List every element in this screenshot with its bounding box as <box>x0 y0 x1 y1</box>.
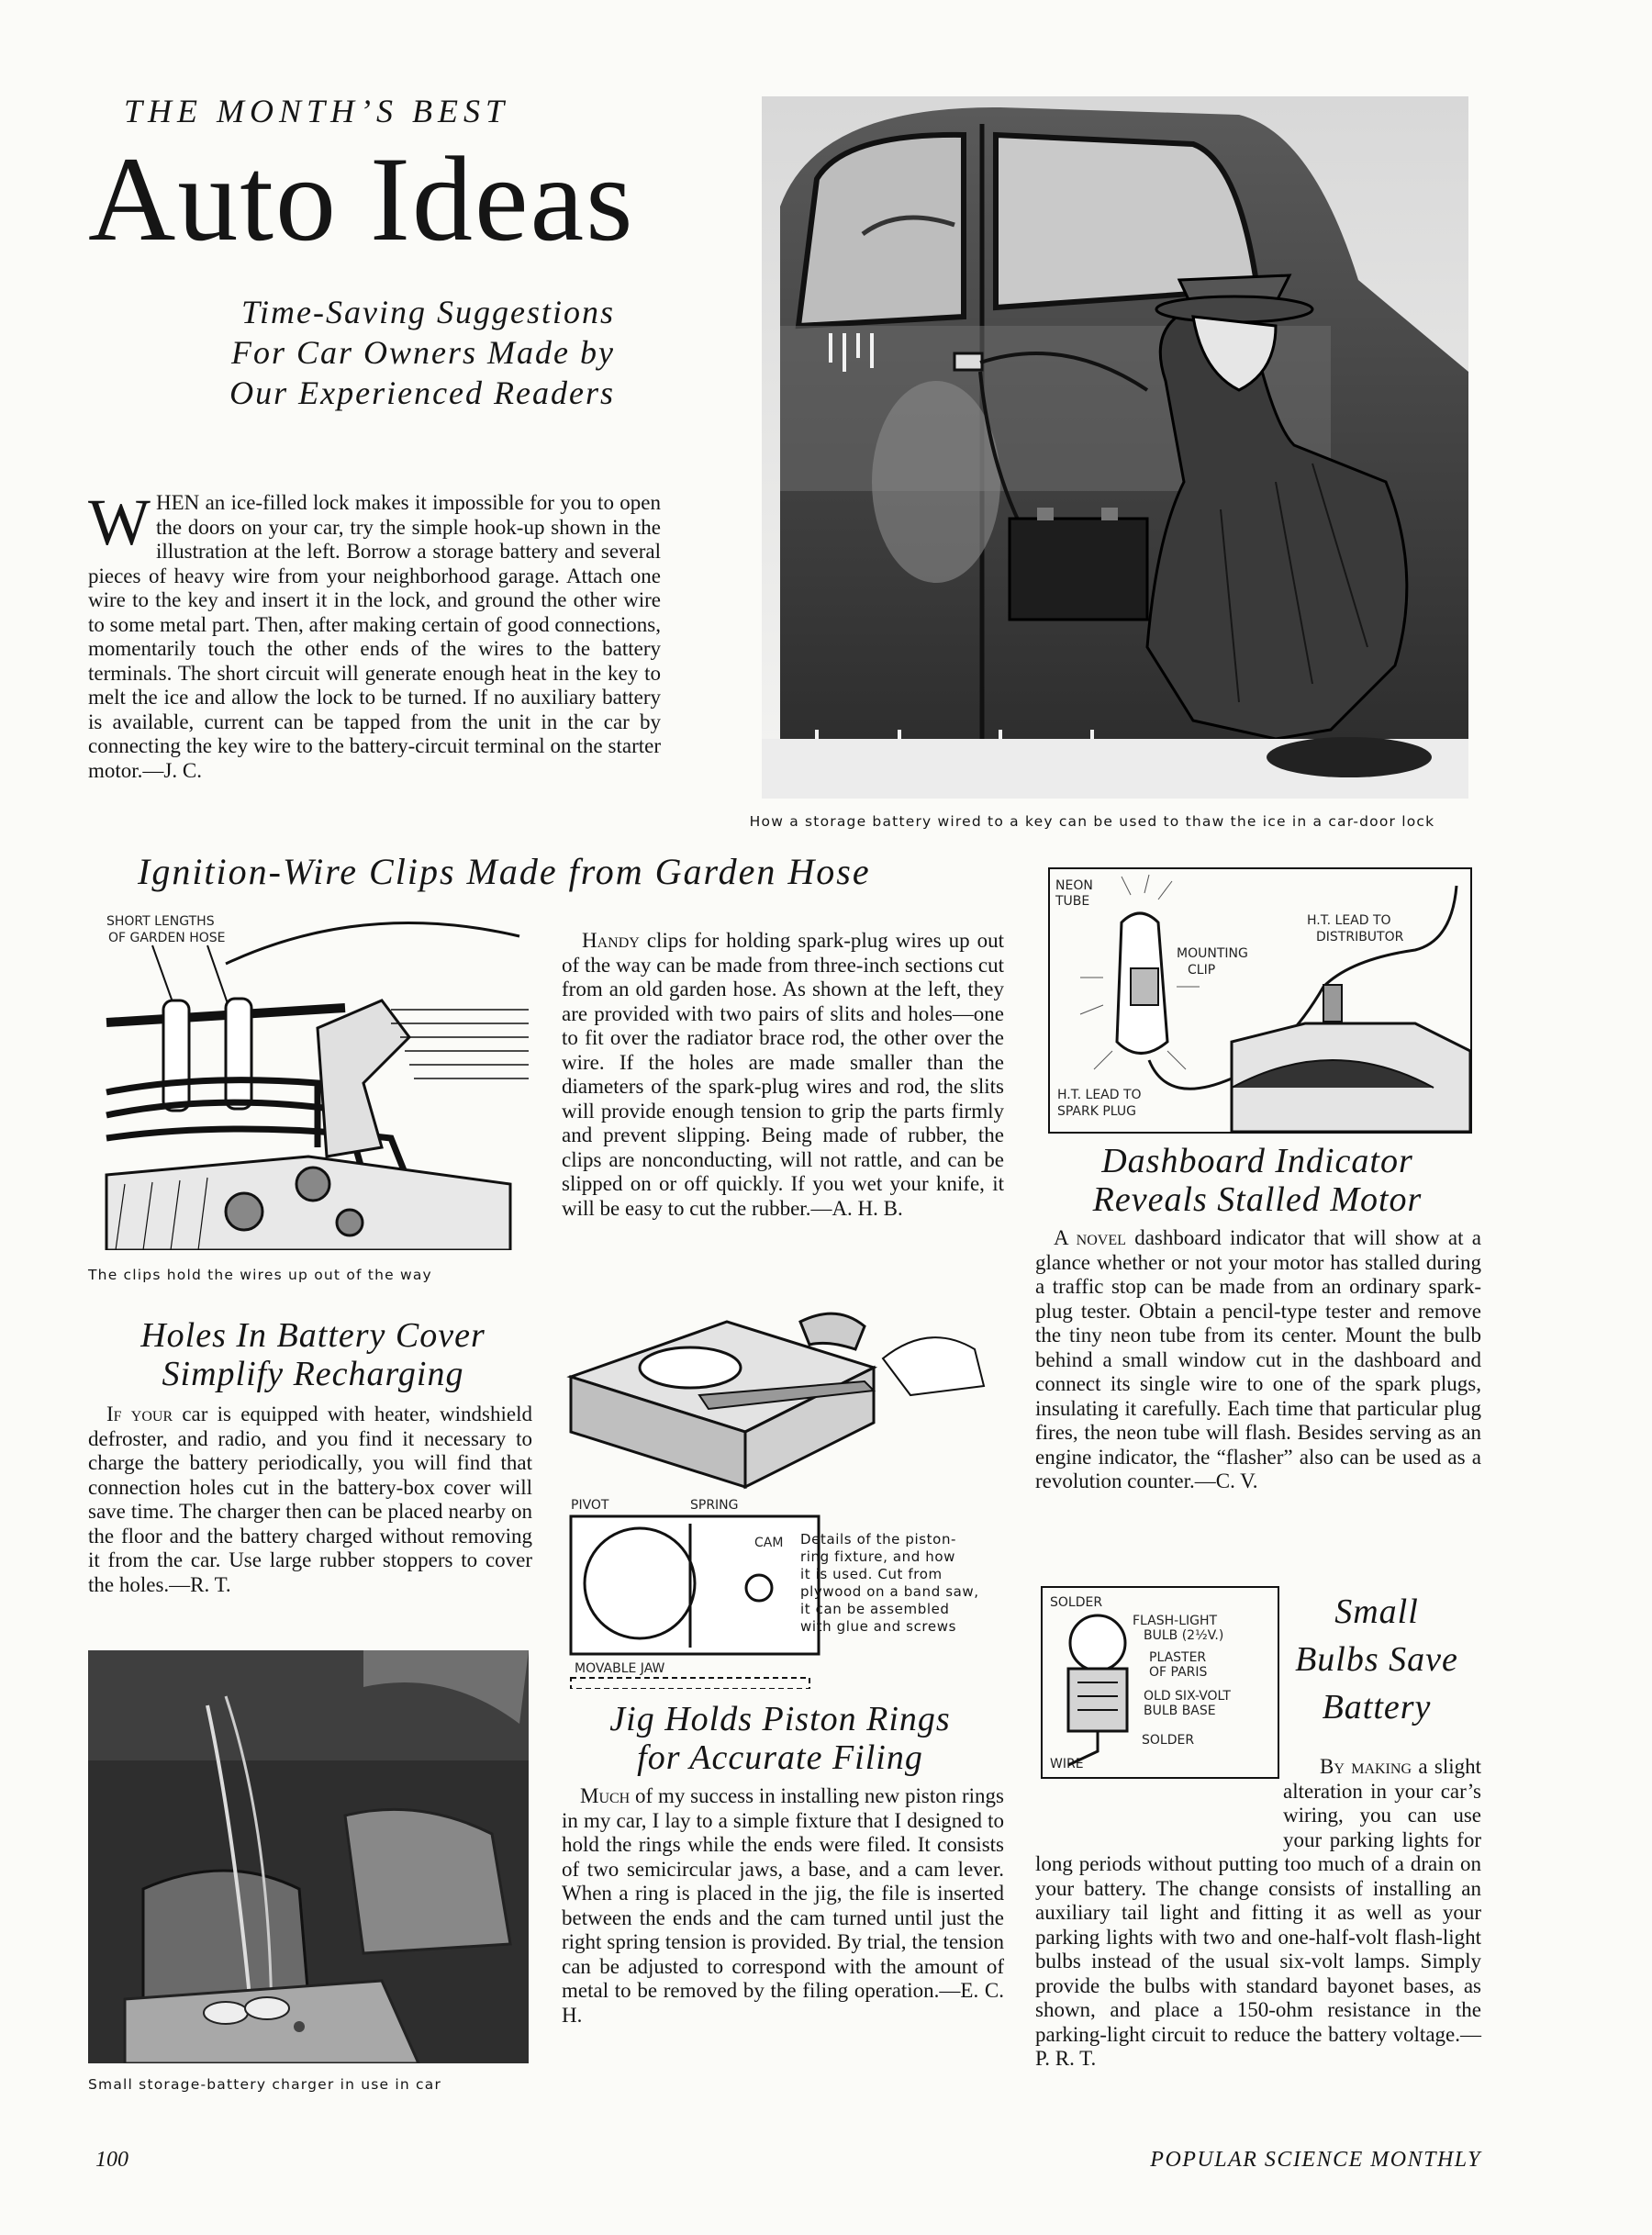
battery-cover-body: car is equipped with heater, windshield defroster, and radio, and you find it necessary to charge the battery periodically, you will find that connection holes cut in the battery-box cover will save time. The charger then can be placed nearby on the floor and the battery charged without removing it from the car. Use large rubber stoppers to cover the holes.—R. T. <box>88 1402 532 1596</box>
lead-in: By making <box>1320 1755 1412 1778</box>
page-title: Auto Ideas <box>88 131 635 266</box>
small-bulbs-text <box>1035 1755 1481 2072</box>
heading-line: for Accurate Filing <box>637 1738 923 1777</box>
fig-label: OF GARDEN HOSE <box>108 931 226 945</box>
fig-label: TUBE <box>1055 894 1090 909</box>
lead-in: Handy <box>582 929 640 952</box>
text-wrap-spacer <box>1035 1755 1283 1836</box>
fig-label: BULB BASE <box>1144 1704 1216 1718</box>
heading-line: Holes In Battery Cover <box>140 1316 486 1355</box>
heading-line: Simplify Recharging <box>162 1355 464 1393</box>
hose-clips-figure <box>88 909 529 1250</box>
piston-jig-heading <box>551 1700 1010 1777</box>
subtitle-line: For Car Owners Made by <box>231 334 615 371</box>
caption-line: it is used. Cut from <box>800 1566 943 1582</box>
article-ice-lock-body: HEN an ice-filled lock makes it impossible for you to open the doors on your car, try the simple hook-up shown in the illustration at the left. Borrow a storage battery and several pieces of heavy wire from your neighborhood garage. Attach one wire to the key and insert it in the lock, and ground the other wire to some metal part. Then, after making certain of good connections, momentarily touch the other ends of the wires to the battery terminals. The short circuit will generate enough heat in the key to melt the ice and allow the lock to be turned. If no auxiliary battery is available, current can be tapped from the unit in the car by connecting the key wire to the battery-circuit terminal on the starter motor.—J. C. <box>88 491 661 782</box>
caption-line: plywood on a band saw, <box>800 1583 979 1600</box>
hose-clips-text <box>562 929 1004 1221</box>
heading-line: Dashboard Indicator <box>1101 1142 1413 1180</box>
kicker: THE MONTH’S BEST <box>124 93 510 129</box>
fig-label: OLD SIX-VOLT <box>1144 1689 1231 1704</box>
hose-clips-caption: The clips hold the wires up out of the way <box>88 1267 432 1283</box>
lead-in: Much <box>580 1784 631 1807</box>
heading-line: Jig Holds Piston Rings <box>609 1700 951 1738</box>
fig-label: SOLDER <box>1142 1733 1195 1748</box>
fig-label: SOLDER <box>1050 1595 1103 1610</box>
fig-label: SPRING <box>690 1498 739 1513</box>
subtitle <box>138 292 615 413</box>
dashboard-indicator-text <box>1035 1226 1481 1494</box>
neon-indicator-figure <box>1048 867 1472 1134</box>
ice-lock-caption: How a storage battery wired to a key can be used to thaw the ice in a car-door lock <box>749 813 1435 830</box>
subtitle-line: Our Experienced Readers <box>229 374 615 411</box>
lead-in: If your <box>106 1402 173 1425</box>
heading-line: Small <box>1334 1592 1419 1631</box>
fig-label: SPARK PLUG <box>1057 1104 1137 1119</box>
battery-charger-photo <box>88 1650 529 2063</box>
caption-line: Details of the piston- <box>800 1531 957 1548</box>
dashboard-indicator-heading <box>1028 1142 1487 1219</box>
heading-line: Bulbs Save <box>1295 1640 1458 1679</box>
hose-clips-body: clips for holding spark-plug wires up out of the way can be made from three-inch sections cut from an old garden hose. As shown at the left, they are provided with two pairs of slits and holes—one to fit over the radiator brace rod, the other over the wire. If the holes are made smaller than the diameters of the spark-plug wires and rod, the slits will provide enough tension to grip the parts firmly and prevent slipping. Being made of rubber, the clips are nonconducting, will not rattle, and can be slipped on or off quickly. If you wet your knife, it will be easy to cut the rubber.—A. H. B. <box>562 929 1004 1220</box>
fig-label: DISTRIBUTOR <box>1316 930 1404 944</box>
fig-label: WIRE <box>1050 1757 1084 1771</box>
fig-label: OF PARIS <box>1149 1665 1208 1680</box>
heading-line: Battery <box>1322 1688 1432 1727</box>
small-bulbs-heading <box>1276 1588 1478 1731</box>
caption-line: ring fixture, and how <box>800 1548 955 1565</box>
dashboard-indicator-body: dashboard indicator that will show at a glance whether or not your motor has stalled during a traffic stop can be made from an ordinary spark-plug tester. Obtain a pencil-type tester and remove the tiny neon tube from its center. Mount the bulb behind a small window cut in the dashboard and connect its single wire to one of the spark plugs, insulating it carefully. Each time that particular plug fires, the neon tube will flash. Besides serving as an engine indicator, the “flasher” also can be used as a revolution counter.—C. V. <box>1035 1226 1481 1492</box>
fig-label: MOUNTING <box>1177 946 1248 961</box>
lead-in: A novel <box>1054 1226 1126 1249</box>
fig-label: H.T. LEAD TO <box>1307 913 1391 928</box>
article-ice-lock-text <box>88 486 661 783</box>
battery-cover-text <box>88 1402 532 1597</box>
fig-label: PIVOT <box>571 1498 609 1513</box>
fig-label: FLASH-LIGHT <box>1133 1614 1218 1628</box>
fig-label: CLIP <box>1188 963 1216 978</box>
fig-label: NEON <box>1055 878 1093 893</box>
small-bulbs-body: a slight alteration in your car’s wiring, you can use your parking lights for long periods without putting too much of a drain on your battery. The change consists of installing an auxiliary tail light and fitting it as well as your parking lights with two and one-half-volt flash-light bulbs instead of the usual six-volt lamps. Simply provide the bulbs with standard bayonet bases, as shown, and place a 150-ohm resistance in the parking-light circuit to reduce the battery voltage.—P. R. T. <box>1035 1755 1481 2070</box>
caption-line: with glue and screws <box>800 1618 956 1635</box>
fig-label: SHORT LENGTHS <box>106 914 215 929</box>
battery-charger-caption: Small storage-battery charger in use in car <box>88 2076 442 2093</box>
car-door-illustration <box>762 96 1468 799</box>
fig-label: H.T. LEAD TO <box>1057 1088 1142 1102</box>
fig-label: CAM <box>754 1536 784 1550</box>
heading-line: Reveals Stalled Motor <box>1092 1180 1423 1219</box>
bulb-figure <box>1041 1586 1279 1779</box>
piston-jig-caption <box>800 1531 1004 1636</box>
caption-line: it can be assembled <box>800 1601 950 1617</box>
fig-label: PLASTER <box>1149 1650 1207 1665</box>
battery-cover-heading <box>88 1316 538 1393</box>
drop-cap: W <box>88 486 151 559</box>
hose-clips-heading: Ignition-Wire Clips Made from Garden Hose <box>138 851 871 892</box>
piston-jig-body: of my success in installing new piston rings in my car, I lay to a simple fixture that I designed to hold the rings while the ends were filed. It consists of two semicircular jaws, a base, and a cam lever. When a ring is placed in the jig, the file is inserted between the ends and the cam turned until just the right spring tension is provided. By trial, the tension can be adjusted to correspond with the amount of metal to be removed by the filing operation.—E. C. H. <box>562 1784 1004 2027</box>
fig-label: BULB (2½V.) <box>1144 1628 1224 1643</box>
subtitle-line: Time-Saving Suggestions <box>241 294 615 330</box>
fig-label: MOVABLE JAW <box>575 1661 665 1676</box>
piston-jig-text <box>562 1784 1004 2028</box>
magazine-name: POPULAR SCIENCE MONTHLY <box>1150 2148 1481 2172</box>
page-number: 100 <box>95 2148 128 2172</box>
